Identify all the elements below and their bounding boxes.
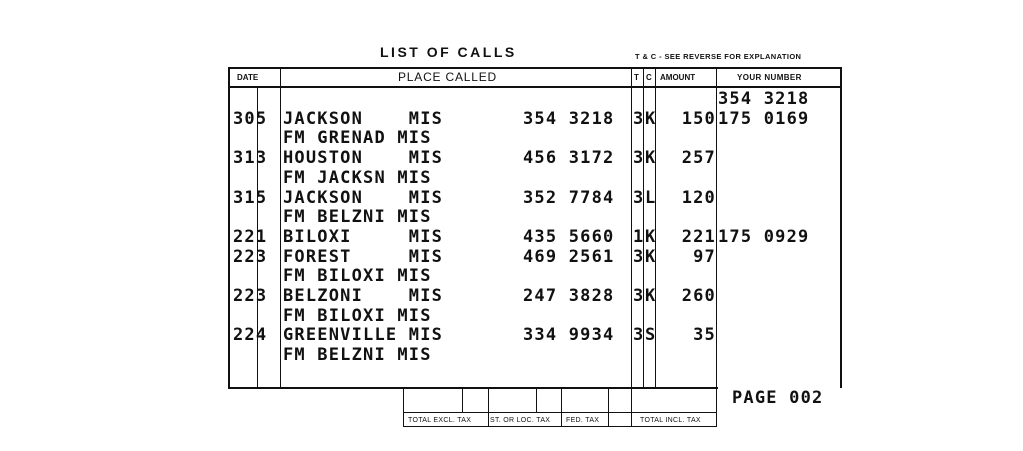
row-date: 224 bbox=[233, 325, 268, 346]
row-date: 313 bbox=[233, 148, 268, 169]
row-t: 3 bbox=[633, 148, 645, 169]
st-loc-tax-label: ST. OR LOC. TAX bbox=[490, 417, 551, 424]
col-amount: AMOUNT bbox=[660, 73, 696, 82]
row-number: 352 7784 bbox=[523, 187, 615, 208]
row-date: 305 bbox=[233, 108, 268, 129]
row-date: 315 bbox=[233, 187, 268, 208]
row-c: K bbox=[645, 108, 657, 129]
row-place: FM BELZNI MIS bbox=[283, 345, 432, 366]
row-place: FM GRENAD MIS bbox=[283, 128, 432, 149]
row-number: 247 3828 bbox=[523, 286, 615, 306]
row-place: FM BILOXI MIS bbox=[283, 266, 432, 287]
row-amount: 120 bbox=[681, 187, 716, 208]
row-amount: 221 bbox=[681, 226, 716, 247]
col-your-number: YOUR NUMBER bbox=[737, 73, 802, 82]
row-c: K bbox=[645, 226, 657, 247]
row-date: 223 bbox=[233, 246, 268, 267]
row-number: 354 3218 bbox=[523, 108, 615, 129]
row-place: FOREST MIS bbox=[283, 246, 444, 267]
col-t: T bbox=[634, 73, 639, 82]
col-date: DATE bbox=[237, 73, 259, 82]
row-place: JACKSON MIS bbox=[283, 187, 444, 208]
page-title: LIST OF CALLS bbox=[380, 44, 517, 60]
row-place: GREENVILLE MIS bbox=[283, 325, 444, 346]
row-c: K bbox=[645, 246, 657, 267]
row-c: K bbox=[645, 148, 657, 169]
row-place: HOUSTON MIS bbox=[283, 148, 444, 169]
row-t: 3 bbox=[633, 187, 645, 208]
col-c: C bbox=[646, 73, 652, 82]
row-your-number: 175 0929 bbox=[718, 226, 810, 247]
row-t: 3 bbox=[633, 286, 645, 306]
row-c: L bbox=[645, 187, 657, 208]
row-place: BILOXI MIS bbox=[283, 226, 444, 247]
row-t: 3 bbox=[633, 108, 645, 129]
row-place: FM BELZNI MIS bbox=[283, 207, 432, 228]
fed-tax-label: FED. TAX bbox=[566, 417, 600, 424]
row-number: 435 5660 bbox=[523, 226, 615, 247]
row-amount: 260 bbox=[681, 286, 716, 306]
row-c: S bbox=[645, 325, 657, 346]
row-date: 223 bbox=[233, 286, 268, 306]
total-excl-tax-label: TOTAL EXCL. TAX bbox=[408, 417, 472, 424]
total-incl-tax-label: TOTAL INCL. TAX bbox=[640, 417, 701, 424]
row-place: FM JACKSN MIS bbox=[283, 167, 432, 188]
row-your-number: 175 0169 bbox=[718, 108, 810, 129]
row-date: 221 bbox=[233, 226, 268, 247]
row-place: JACKSON MIS bbox=[283, 108, 444, 129]
row-number: 456 3172 bbox=[523, 148, 615, 169]
row-t: 3 bbox=[633, 246, 645, 267]
row-c: K bbox=[645, 286, 657, 306]
row-number: 469 2561 bbox=[523, 246, 615, 267]
row-amount: 150 bbox=[681, 108, 716, 129]
row-amount: 97 bbox=[693, 246, 716, 267]
row-amount: 35 bbox=[693, 325, 716, 346]
row-t: 3 bbox=[633, 325, 645, 346]
row-place: FM BILOXI MIS bbox=[283, 305, 432, 326]
row-your-number: 354 3218 bbox=[718, 89, 810, 109]
col-place: PLACE CALLED bbox=[398, 70, 497, 84]
row-place: BELZONI MIS bbox=[283, 286, 444, 306]
row-number: 334 9934 bbox=[523, 325, 615, 346]
row-t: 1 bbox=[633, 226, 645, 247]
page-label: PAGE 002 bbox=[732, 388, 824, 408]
row-amount: 257 bbox=[681, 148, 716, 169]
tc-note: T & C - SEE REVERSE FOR EXPLANATION bbox=[635, 52, 802, 61]
